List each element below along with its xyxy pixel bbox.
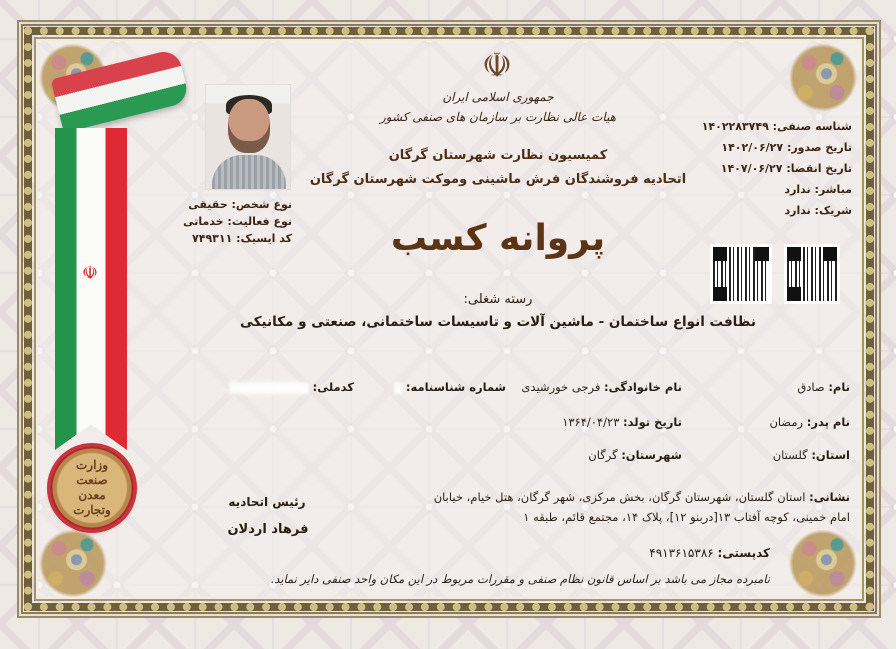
commission-name: کمیسیون نظارت شهرستان گرگان xyxy=(388,148,608,163)
corner-ornament-bottom-left xyxy=(38,526,108,601)
photo-face xyxy=(228,99,270,153)
postal-code-field: کدپستی: ۴۹۱۳۶۱۵۳۸۶ xyxy=(649,546,770,560)
certificate-title: پروانه کسب xyxy=(390,218,606,259)
person-card-info xyxy=(183,196,292,247)
address-block: نشانی: استان گلستان، شهرستان گرگان، بخش مرکزی، شهر گرگان، هتل خیام، خیابان امام خمینی، کوچه آفتاب ۱۳[دربنو ۱۲]، پلاک ۱۴، مجتمع قائم، طبقه ۱ xyxy=(433,490,850,524)
qr-code-pattern xyxy=(713,247,769,301)
birth-date-field: تاریخ تولد: ۱۳۶۴/۰۴/۲۳ xyxy=(562,415,682,429)
seal-text: وزارت صنعت معدن وتجارت xyxy=(73,458,111,517)
signer-title: رئیس اتحادیه xyxy=(228,495,306,509)
guild-id-row: شناسه صنفی: ۱۴۰۲۲۸۳۷۴۹ xyxy=(701,120,852,133)
gov-line-2: هیات عالی نظارت بر سازمان های صنفی کشور xyxy=(379,110,617,124)
isic-row: کد ایسیک: ۷۴۹۳۱۱ xyxy=(192,232,292,245)
city-field: شهرستان: گرگان xyxy=(588,448,682,462)
issue-date-row: تاریخ صدور: ۱۴۰۲/۰۶/۲۷ xyxy=(721,141,852,154)
photo-shirt xyxy=(212,155,286,190)
father-name-field: نام پدر: رمضان xyxy=(769,415,850,429)
province-field: استان: گلستان xyxy=(772,448,850,462)
last-name-field: نام خانوادگی: فرجی خورشیدی xyxy=(521,380,682,394)
national-code-field: کدملی: xyxy=(229,380,354,394)
owner-photo xyxy=(205,84,291,190)
flag-ribbon xyxy=(55,128,127,450)
category-value: نظافت انواع ساختمان - ماشین آلات و تاسیسات ساختمانی، صنعتی و مکانیکی xyxy=(240,314,756,330)
corner-ornament-top-right xyxy=(788,40,858,115)
qr-code-large xyxy=(710,244,772,304)
redacted-value xyxy=(229,382,309,394)
iran-emblem-icon: ☫ xyxy=(81,263,99,284)
expiry-date-row: تاریخ انقضا: ۱۴۰۷/۰۶/۲۷ xyxy=(720,162,852,175)
union-name: اتحادیه فروشندگان فرش ماشینی وموکت شهرستان گرگان xyxy=(309,172,687,187)
activity-type-row: نوع فعالیت: خدماتی xyxy=(183,215,292,228)
qr-code-small xyxy=(784,244,840,304)
legal-note: نامبرده مجاز می باشد بر اساس قانون نظام صنفی و مقررات مربوط در این مکان واحد صنفی دایر نماید. xyxy=(270,572,770,586)
category-label: رسته شغلی: xyxy=(463,292,533,307)
address-value: استان گلستان، شهرستان گرگان، بخش مرکزی، شهر گرگان، هتل خیام، خیابان امام خمینی، کوچه آفتاب ۱۳[دربنو ۱۲]، پلاک ۱۴، مجتمع قائم، طبقه ۱ xyxy=(433,490,850,524)
redacted-value xyxy=(394,382,402,394)
signer-name: فرهاد اردلان xyxy=(227,522,309,537)
first-name-field: نام: صادق xyxy=(797,380,850,394)
manager-row: مباشر: ندارد xyxy=(784,183,852,196)
gov-line-1: جمهوری اسلامی ایران xyxy=(442,90,554,104)
ministry-seal xyxy=(50,446,134,530)
corner-ornament-bottom-right xyxy=(788,526,858,601)
id-number-field: شماره شناسنامه: xyxy=(394,380,506,394)
partner-row: شریک: ندارد xyxy=(784,204,852,217)
iran-emblem-icon: ☫ xyxy=(481,46,513,86)
person-type-row: نوع شخص: حقیقی xyxy=(188,198,292,211)
license-meta xyxy=(702,116,852,221)
qr-code-pattern xyxy=(787,247,837,301)
